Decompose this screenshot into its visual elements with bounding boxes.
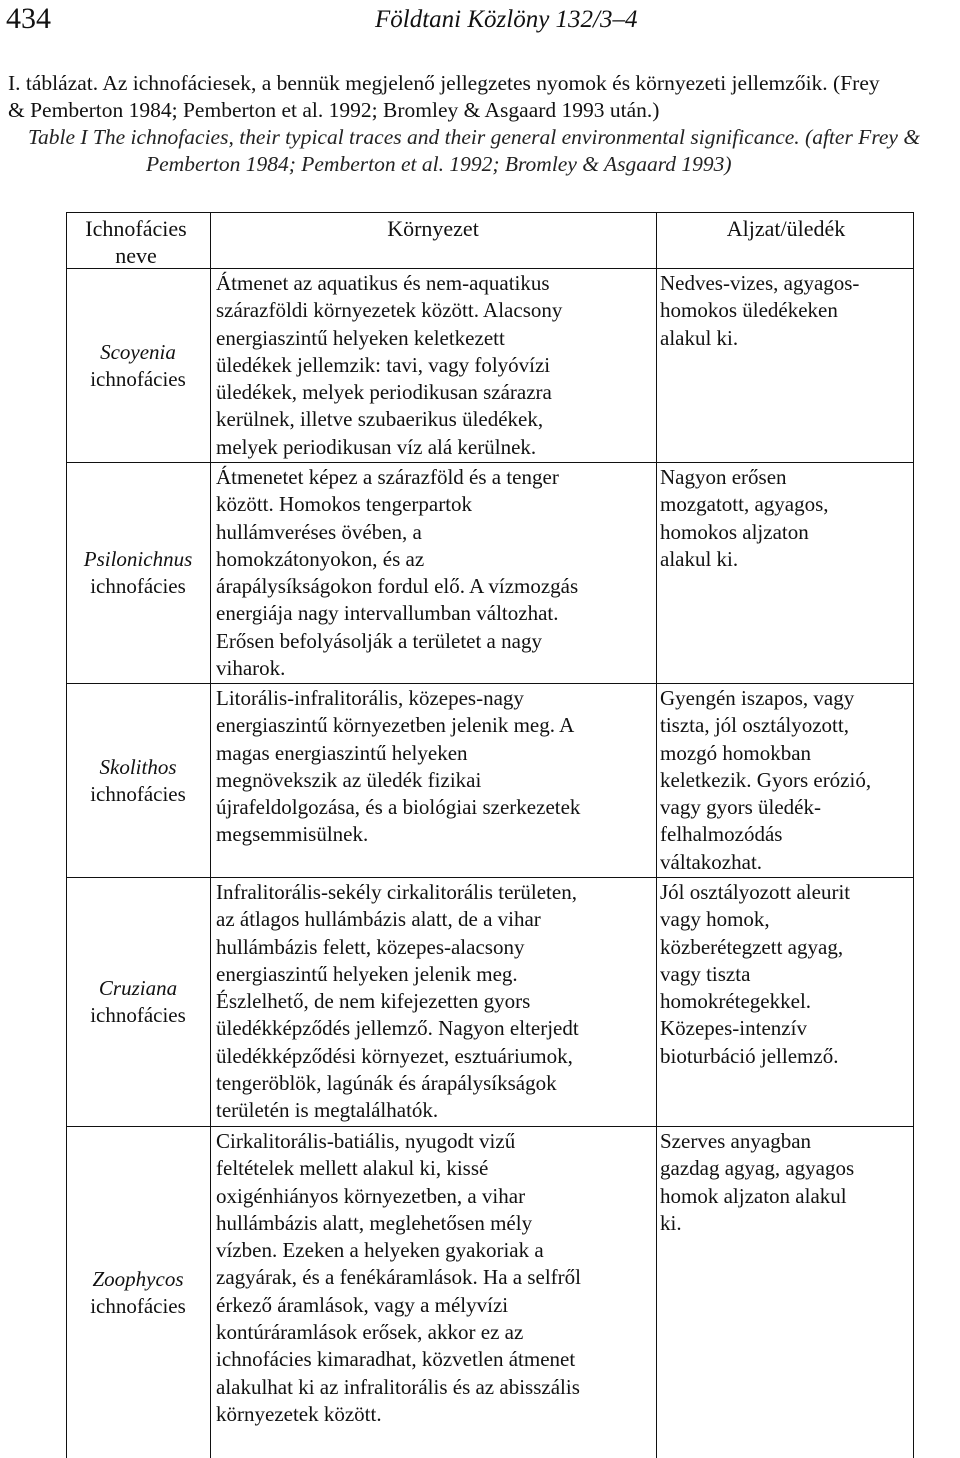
ichnofacies-label: ichnofácies: [90, 366, 186, 391]
substrate-line: alakul ki.: [660, 546, 739, 571]
ichnofacies-genus-name: Scoyenia: [100, 339, 176, 364]
environment-line: szárazföldi környezetek között. Alacsony: [216, 298, 563, 323]
substrate-line: homokos üledékeken: [660, 298, 838, 323]
environment-line: között. Homokos tengerpartok: [216, 492, 473, 517]
environment-line: alakulhat ki az infralitorális és az abisszális: [216, 1374, 580, 1399]
environment-line: üledékképződési környezet, esztuáriumok,: [216, 1043, 573, 1068]
substrate-line: közberétegzett agyag,: [660, 934, 844, 959]
ichnofacies-label: ichnofácies: [90, 574, 186, 599]
journal-running-title: Földtani Közlöny 132/3–4: [375, 6, 638, 33]
caption-hu-line-2: & Pemberton 1984; Pemberton et al. 1992; Bromley & Asgaard 1993 után.): [8, 98, 660, 122]
environment-line: feltételek mellett alakul ki, kissé: [216, 1156, 489, 1181]
environment-line: tengeröblök, lagúnák és árapálysíkságok: [216, 1071, 557, 1096]
environment-line: megnövekszik az üledék fizikai: [216, 767, 482, 792]
substrate-line: Közepes-intenzív: [660, 1016, 807, 1041]
environment-line: Átmenet az aquatikus és nem-aquatikus: [216, 271, 550, 295]
ichnofacies-name-cell: [68, 975, 208, 1030]
substrate-line: Szerves anyagban: [660, 1129, 812, 1153]
page-header: [0, 0, 960, 48]
environment-line: területén is megtalálhatók.: [216, 1098, 439, 1123]
environment-line: érkező áramlások, vagy a mélyvízi: [216, 1292, 509, 1317]
substrate-line: Nagyon erősen: [660, 465, 787, 489]
header-environment: Környezet: [387, 216, 479, 241]
substrate-line: Nedves-vizes, agyagos-: [660, 271, 860, 295]
substrate-line: ki.: [660, 1210, 682, 1235]
caption-en-line-1: Table I The ichnofacies, their typical traces and their general environmental significance. (after Frey &: [28, 125, 921, 149]
substrate-cell: [660, 879, 912, 1070]
environment-line: Átmenetet képez a szárazföld és a tenger: [216, 465, 559, 489]
ichnofacies-name-cell: [68, 339, 208, 394]
substrate-line: felhalmozódás: [660, 822, 783, 847]
substrate-line: tiszta, jól osztályozott,: [660, 713, 849, 738]
environment-line: az átlagos hullámbázis alatt, de a vihar: [216, 907, 541, 932]
table-caption-hungarian: [8, 70, 958, 124]
environment-line: hullámbázis felett, közepes-alacsony: [216, 934, 525, 959]
ichnofacies-name-cell: [68, 1266, 208, 1321]
environment-line: üledékképződés jellemző. Nagyon elterjedt: [216, 1016, 579, 1041]
environment-line: energiaszintű helyeken keletkezett: [216, 325, 505, 350]
substrate-line: Jól osztályozott aleurit: [660, 880, 851, 904]
table-caption-english: [8, 124, 948, 178]
table-row: [66, 877, 914, 1126]
environment-line: megsemmisülnek.: [216, 822, 369, 847]
substrate-cell: [660, 270, 912, 352]
substrate-line: vagy homok,: [660, 907, 770, 932]
environment-line: hullámveréses övében, a: [216, 519, 422, 544]
substrate-cell: [660, 1128, 912, 1237]
substrate-line: homok aljzaton alakul: [660, 1183, 847, 1208]
ichnofacies-genus-name: Skolithos: [99, 754, 177, 779]
environment-line: magas energiaszintű helyeken: [216, 740, 468, 765]
environment-line: homokzátonyokon, és az: [216, 546, 425, 571]
substrate-line: váltakozhat.: [660, 849, 763, 874]
table-row: [66, 268, 914, 462]
environment-line: Észlelhető, de nem kifejezetten gyors: [216, 989, 531, 1014]
caption-en-line-2: Pemberton 1984; Pemberton et al. 1992; Bromley & Asgaard 1993): [146, 152, 732, 176]
substrate-line: alakul ki.: [660, 325, 739, 350]
environment-line: viharok.: [216, 656, 286, 681]
substrate-line: mozgatott, agyagos,: [660, 492, 829, 517]
environment-line: oxigénhiányos környezetben, a vihar: [216, 1183, 526, 1208]
environment-line: energiaszintű környezetben jelenik meg. A: [216, 713, 575, 738]
caption-hu-line-1: I. táblázat. Az ichnofáciesek, a bennük megjelenő jellegzetes nyomok és környezeti jellemzőik. (Frey: [8, 71, 880, 95]
environment-line: hullámbázis alatt, meglehetősen mély: [216, 1210, 533, 1235]
ichnofacies-genus-name: Psilonichnus: [83, 547, 193, 572]
ichnofacies-label: ichnofácies: [90, 781, 186, 806]
table-row: [66, 1126, 914, 1458]
table-row: [66, 462, 914, 683]
environment-line: Erősen befolyásolják a területet a nagy: [216, 628, 542, 653]
environment-line: árapálysíkságokon fordul elő. A vízmozgás: [216, 574, 579, 599]
environment-line: kontúráramlások erősek, akkor ez az: [216, 1320, 524, 1345]
environment-line: Infralitorális-sekély cirkalitorális területen,: [216, 880, 577, 904]
substrate-cell: [660, 464, 912, 573]
substrate-line: keletkezik. Gyors erózió,: [660, 767, 872, 792]
ichnofacies-name-cell: [68, 546, 208, 601]
ichnofacies-genus-name: Cruziana: [98, 976, 178, 1001]
ichnofacies-label: ichnofácies: [90, 1003, 186, 1028]
environment-line: Litorális-infralitorális, közepes-nagy: [216, 686, 524, 710]
substrate-line: homokos aljzaton: [660, 519, 809, 544]
substrate-line: homokrétegekkel.: [660, 989, 812, 1014]
environment-line: üledékek jellemzik: tavi, vagy folyóvízi: [216, 352, 551, 377]
table-header-row: [66, 212, 914, 270]
ichnofacies-genus-name: Zoophycos: [92, 1266, 184, 1291]
substrate-line: bioturbáció jellemző.: [660, 1043, 839, 1068]
substrate-line: mozgó homokban: [660, 740, 812, 765]
header-substrate: Aljzat/üledék: [726, 216, 846, 241]
header-col1-line1: Ichnofácies: [85, 216, 187, 241]
environment-line: kerülnek, illetve szubaerikus üledékek,: [216, 407, 544, 432]
substrate-line: Gyengén iszapos, vagy: [660, 686, 855, 710]
environment-cell: [216, 270, 654, 461]
substrate-line: gazdag agyag, agyagos: [660, 1156, 855, 1181]
environment-cell: [216, 879, 654, 1125]
page-number: 434: [6, 2, 51, 35]
ichnofacies-name-cell: [68, 754, 208, 809]
environment-cell: [216, 464, 654, 682]
ichnofacies-label: ichnofácies: [90, 1293, 186, 1318]
environment-cell: [216, 1128, 654, 1428]
environment-line: környezetek között.: [216, 1401, 382, 1426]
environment-line: energiaszintű helyeken jelenik meg.: [216, 961, 518, 986]
environment-line: ichnofácies kimaradhat, közvetlen átmenet: [216, 1347, 576, 1372]
environment-line: melyek periodikusan víz alá kerülnek.: [216, 434, 537, 459]
environment-line: zagyárak, és a fenékáramlások. Ha a selfről: [216, 1265, 581, 1290]
substrate-cell: [660, 685, 912, 876]
substrate-line: vagy tiszta: [660, 961, 751, 986]
environment-line: Cirkalitorális-batiális, nyugodt vizű: [216, 1129, 516, 1153]
environment-cell: [216, 685, 654, 849]
environment-line: energiája nagy intervallumban változhat.: [216, 601, 559, 626]
substrate-line: vagy gyors üledék-: [660, 795, 821, 820]
header-col1-line2: neve: [115, 243, 157, 268]
environment-line: üledékek, melyek periodikusan szárazra: [216, 380, 552, 405]
header-ichnofacies-name: [66, 215, 206, 269]
environment-line: vízben. Ezeken a helyeken gyakoriak a: [216, 1238, 544, 1263]
environment-line: újrafeldolgozása, és a biológiai szerkezetek: [216, 795, 581, 820]
table-row: [66, 683, 914, 877]
